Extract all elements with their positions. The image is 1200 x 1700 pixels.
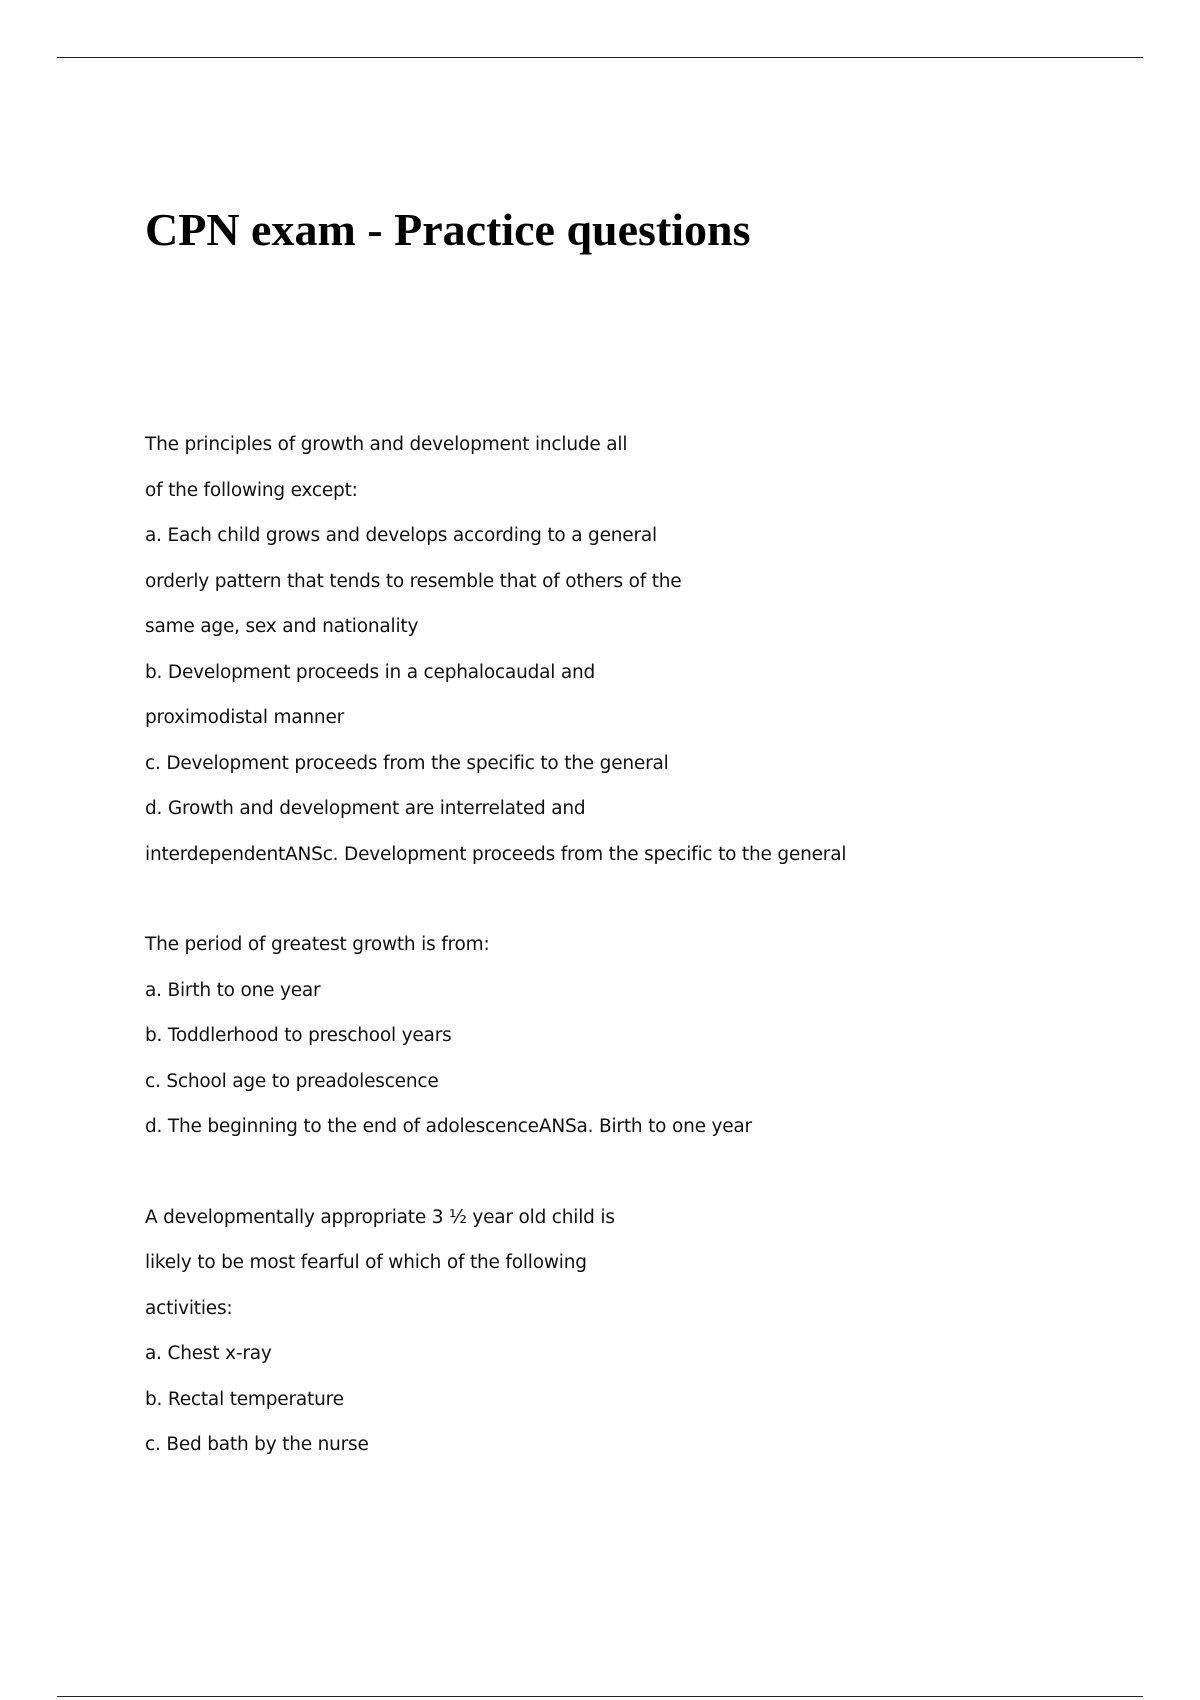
question-1-line-2: of the following except:	[145, 479, 358, 501]
question-2-option-c: c. School age to preadolescence	[145, 1070, 439, 1092]
question-2-line-1: The period of greatest growth is from:	[145, 934, 490, 955]
question-1-option-a-cont-1: orderly pattern that tends to resemble that of others of the	[145, 570, 682, 592]
question-3-line-1: A developmentally appropriate 3 ½ year old child is	[145, 1206, 615, 1228]
question-2-answer: d. The beginning to the end of adolescenceANSa. Birth to one year	[145, 1116, 752, 1137]
question-1-answer: interdependentANSc. Development proceeds from the specific to the general	[145, 843, 847, 865]
questions-list	[145, 422, 1145, 1468]
question-3-option-b: b. Rectal temperature	[145, 1388, 344, 1410]
top-rule	[57, 57, 1143, 58]
question-2-option-a: a. Birth to one year	[145, 979, 321, 1001]
question-1-option-d: d. Growth and development are interrelated and	[145, 798, 586, 819]
question-1-option-c: c. Development proceeds from the specific to the general	[145, 752, 669, 774]
question-3-line-3: activities:	[145, 1297, 233, 1319]
question-1-option-a: a. Each child grows and develops according to a general	[145, 525, 657, 546]
question-1-option-b-cont: proximodistal manner	[145, 707, 345, 728]
question-2	[145, 922, 1145, 1150]
question-1-line-1: The principles of growth and development include all	[145, 434, 628, 455]
bottom-rule	[57, 1696, 1143, 1697]
question-1-option-b: b. Development proceeds in a cephalocaudal and	[145, 661, 596, 683]
page-title: CPN exam - Practice questions	[145, 204, 751, 255]
question-1	[145, 422, 1145, 877]
question-3-option-c: c. Bed bath by the nurse	[145, 1434, 369, 1455]
question-2-option-b: b. Toddlerhood to preschool years	[145, 1025, 452, 1046]
question-3-option-a: a. Chest x-ray	[145, 1343, 272, 1364]
question-1-option-a-cont-2: same age, sex and nationality	[145, 616, 419, 637]
question-3	[145, 1195, 1145, 1468]
question-3-line-2: likely to be most fearful of which of the following	[145, 1252, 587, 1273]
